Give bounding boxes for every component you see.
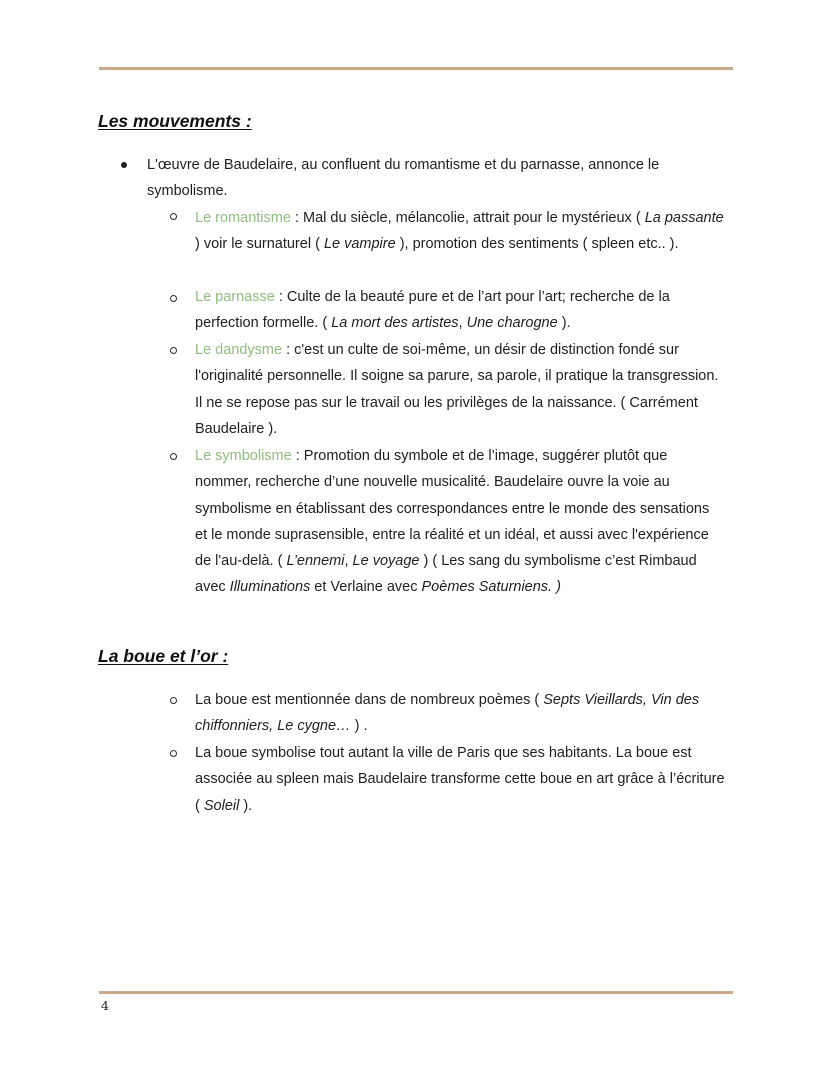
intro-paragraph: L'œuvre de Baudelaire, au confluent du romantisme et du parnasse, annonce le symbolisme. — [147, 157, 660, 200]
movement-dandysme: Le dandysme : c'est un culte de soi-même, un désir de distinction fondé sur l'originalité personnelle. Il soigne sa parure, sa parole, il pratique la transgression. Il ne se repose pas sur le travail ou les privilèges de la naissance. ( Carrément Baudelaire ). — [195, 342, 719, 437]
boue-item-1: La boue est mentionnée dans de nombreux poèmes ( Septs Vieillards, Vin des chiffonniers, Le cygne… ) . — [195, 692, 700, 735]
sub-bullet-circle — [170, 347, 177, 354]
movement-symbolisme: Le symbolisme : Promotion du symbole et de l’image, suggérer plutôt que nommer, recherche d’une nouvelle musicalité. Baudelaire ouvre la voie au symbolisme en établissant des correspondances entre le monde des sensations et le monde suprasensible, entre la réalité et un idéal, et aussi avec l'expérience de l'au-delà. ( L’ennemi, Le voyage ) ( Les sang du symbolisme c’est Rimbaud avec Illuminations et Verlaine avec Poèmes Saturniens. ) — [195, 448, 710, 596]
sub-bullet-circle — [170, 213, 177, 220]
section-heading-mouvements: Les mouvements : — [98, 111, 252, 131]
section-heading-boue-or: La boue et l’or : — [98, 646, 229, 666]
sub-bullet-circle — [170, 295, 177, 302]
bullet-dot — [121, 162, 127, 168]
sub-bullet-circle — [170, 750, 177, 757]
term-romantisme: Le romantisme — [195, 210, 291, 226]
boue-item-2: La boue symbolise tout autant la ville de Paris que ses habitants. La boue est associée au spleen mais Baudelaire transforme cette boue en art grâce à l’écriture ( Soleil ). — [195, 745, 725, 814]
sub-bullet-circle — [170, 453, 177, 460]
term-parnasse: Le parnasse — [195, 289, 275, 305]
term-symbolisme: Le symbolisme — [195, 448, 292, 464]
movement-parnasse: Le parnasse : Culte de la beauté pure et de l’art pour l’art; recherche de la perfection formelle. ( La mort des artistes, Une charogne ). — [195, 289, 670, 332]
top-divider — [99, 67, 733, 70]
page-number: 4 — [101, 998, 109, 1013]
term-dandysme: Le dandysme — [195, 342, 283, 358]
bottom-divider — [99, 991, 733, 994]
sub-bullet-circle — [170, 697, 177, 704]
movement-romantisme: Le romantisme : Mal du siècle, mélancolie, attrait pour le mystérieux ( La passante ) voir le surnaturel ( Le vampire ), promotion des sentiments ( spleen etc.. ). — [195, 210, 724, 253]
